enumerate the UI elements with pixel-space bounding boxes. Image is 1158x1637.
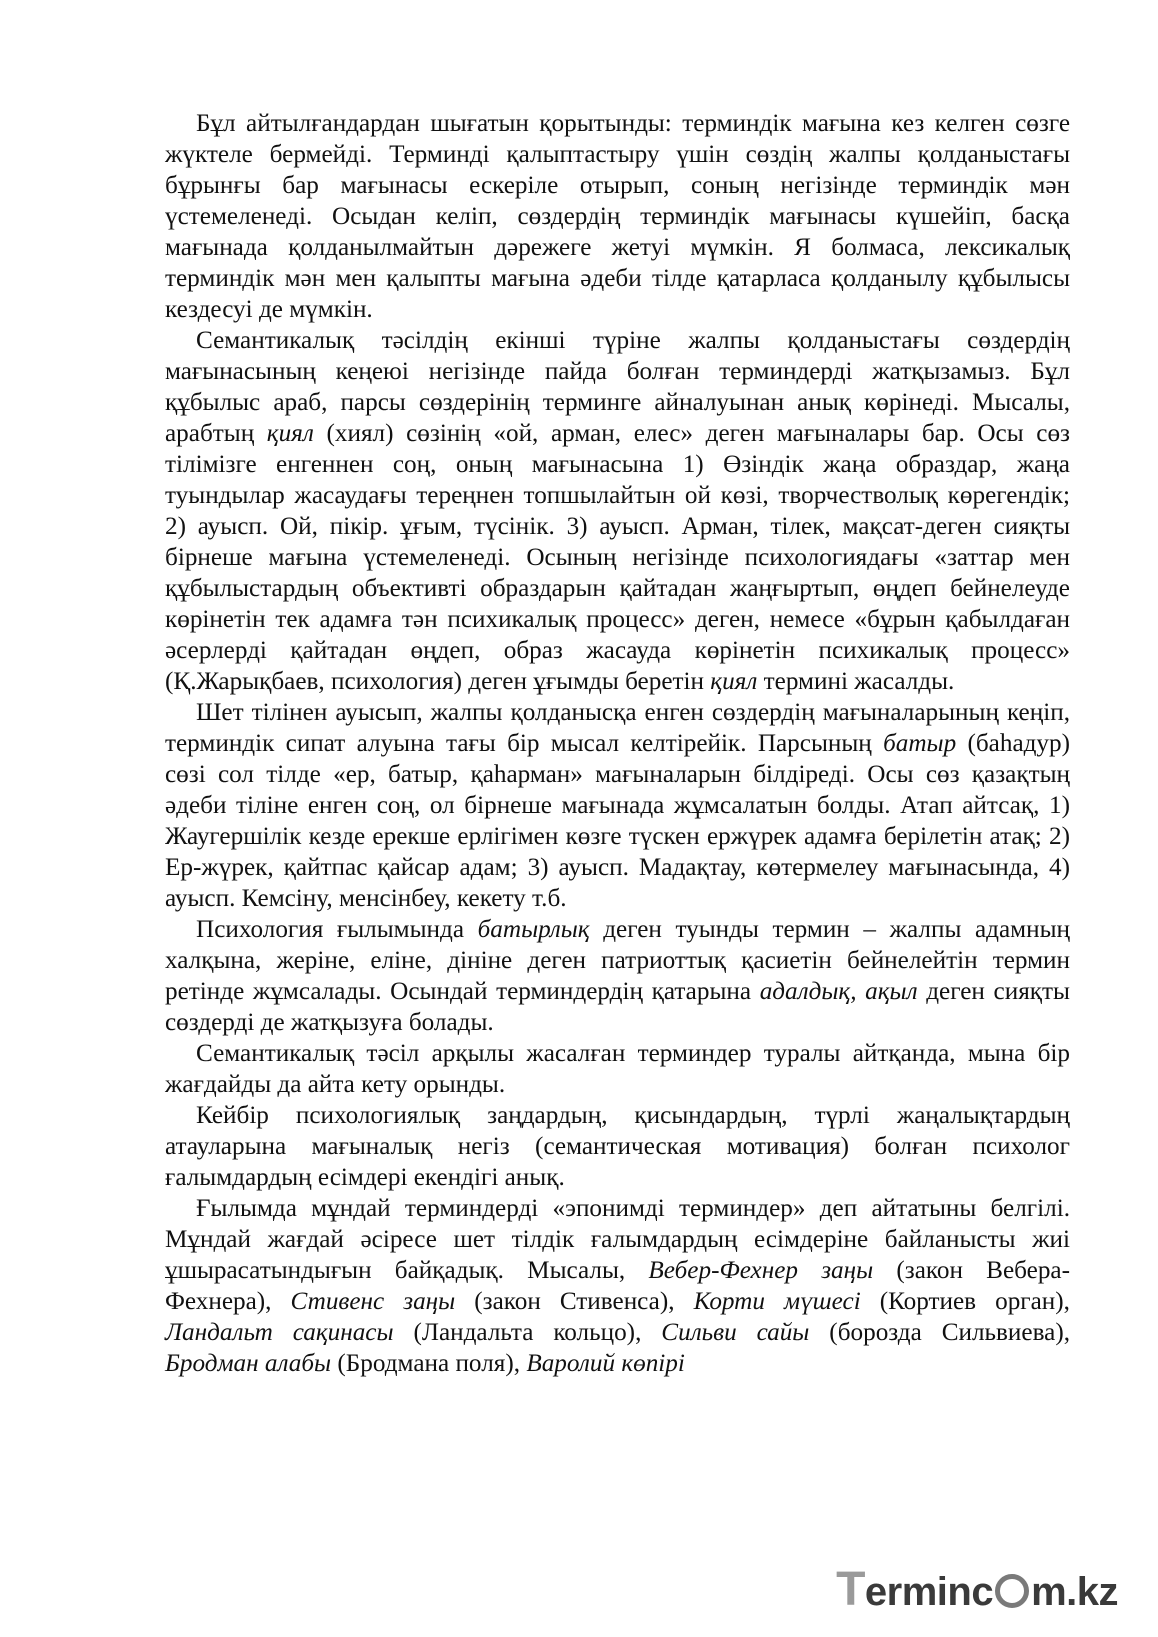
italic-term: Сильви сайы	[661, 1319, 810, 1346]
italic-term: Корти мүшесі	[693, 1288, 861, 1315]
watermark-ring-icon	[995, 1574, 1029, 1608]
text-run: (Кортиев орган),	[860, 1288, 1070, 1315]
text-run: Семантикалық тәсіл арқылы жасалған терминдер туралы айтқанда, мына бір жағдайды да айта кету орынды.	[165, 1040, 1070, 1098]
watermark-letter-t: T	[836, 1563, 865, 1616]
text-run: (Ландальта кольцо),	[393, 1319, 662, 1346]
paragraph	[165, 325, 1070, 697]
text-run: Ғылымда мұндай терминдерді «эпонимді терминдер» деп айтатыны белгілі. Мұндай жағдай әсіресе шет тілдік ғалымдардың есімдеріне байланысты жиі ұшырасатындығын байқадық. Мысалы,	[165, 1195, 1070, 1284]
italic-term: батыр	[883, 730, 957, 757]
text-run: деген сияқты сөздерді де жатқызуға болады.	[165, 978, 1070, 1036]
text-run: Семантикалық тәсілдің екінші түріне жалпы қолданыстағы сөздердің мағынасының кеңеюі негізінде пайда болған терминдерді жатқызамыз. Бұл құбылыс араб, парсы сөздерінің терминге айналуынан анық көрінеді. Мысалы, арабтың	[165, 327, 1070, 447]
text-run: (баһадур) сөзі сол тілде «ер, батыр, қаһарман» мағыналарын білдіреді. Осы сөз қазақтың әдеби тіліне енген соң, ол бірнеше мағынада жұмсалатын болды. Атап айтсақ, 1) Жаугершілік кезде ерекше ерлігімен көзге түскен ержүрек адамға берілетін атақ; 2) Ер-жүрек, қайтпас қайсар адам; 3) ауысп. Мадақтау, көтермелеу мағынасында, 4) ауысп. Кемсіну, менсінбеу, кекету т.б.	[165, 730, 1071, 912]
paragraph	[165, 697, 1070, 914]
paragraph	[165, 108, 1070, 325]
text-run: (хиял) сөзінің «ой, арман, елес» деген мағыналары бар. Осы сөз тілімізге енгеннен соң, оның мағынасына 1) Өзіндік жаңа образдар, жаңа туындылар жасаудағы тереңнен топшылайтын ой көзі, творчестволық көрегендік; 2) ауысп. Ой, пікір. ұғым, түсінік. 3) ауысп. Арман, тілек, мақсат-деген сияқты бірнеше мағына үстемеленеді. Осының негізінде психологиядағы «заттар мен құбылыстардың объективті образдарын қайтадан жаңғыртып, өңдеп бейнелеуде көрінетін тек адамға тән психикалық процесс» деген, немесе «бұрын қабылдаған әсерлерді қайтадан өңдеп, образ жасауда көрінетін психикалық процесс» (Қ.Жарықбаев, психология) деген ұғымды беретін	[165, 420, 1070, 695]
italic-term: қиял	[266, 420, 314, 447]
paragraph	[165, 1038, 1070, 1100]
termincom-watermark-logo	[836, 1562, 1118, 1617]
paragraph	[165, 914, 1070, 1038]
text-run: (борозда Сильвиева),	[809, 1319, 1071, 1346]
italic-term: Вебер-Фехнер заңы	[648, 1257, 874, 1284]
italic-term: Варолий көпірі	[526, 1350, 685, 1377]
paragraph	[165, 1100, 1070, 1193]
text-run: деген туынды термин – жалпы адамның халқына, жеріне, еліне, дініне деген патриоттық қасиетін бейнелейтін термин ретінде жұмсалады. Осындай терминдердің қатарына	[165, 916, 1070, 1005]
italic-term: адалдық, ақыл	[759, 978, 918, 1005]
italic-term: Бродман алабы	[165, 1350, 332, 1377]
italic-term: Стивенс заңы	[290, 1288, 456, 1315]
paragraph	[165, 1193, 1070, 1379]
text-run: Психология ғылымында	[196, 916, 478, 943]
italic-term: Ландальт сақинасы	[165, 1319, 394, 1346]
text-run: (закон Вебера-Фехнера),	[165, 1257, 1070, 1315]
italic-term: батырлық	[477, 916, 590, 943]
italic-term: қиял	[710, 668, 758, 695]
text-run: Бұл айтылғандардан шығатын қорытынды: терминдік мағына кез келген сөзге жүктеле бермейді. Терминді қалыптастыру үшін сөздің жалпы қолданыстағы бұрынғы бар мағынасы ескеріле отырып, соның негізінде терминдік мән үстемеленеді. Осыдан келіп, сөздердің терминдік мағынасы күшейіп, басқа мағынада қолданылмайтын дәрежеге жетуі мүмкін. Я болмаса, лексикалық терминдік мән мен қалыпты мағына әдеби тілде қатарласа қолданылу құбылысы кездесуі де мүмкін.	[165, 110, 1070, 323]
text-run: (закон Стивенса),	[455, 1288, 694, 1315]
text-run: Шет тілінен ауысып, жалпы қолданысқа енген сөздердің мағыналарының кеңіп, терминдік сипат алуына тағы бір мысал келтірейік. Парсының	[165, 699, 1070, 757]
text-run: Кейбір психологиялық заңдардың, қисындардың, түрлі жаңалықтардың атауларына мағыналық негіз (семантическая мотивация) болған психолог ғалымдардың есімдері екендігі анық.	[165, 1102, 1070, 1191]
watermark-text-end: m.kz	[1031, 1570, 1118, 1614]
watermark-text-middle: erminc	[864, 1570, 994, 1614]
document-body	[165, 108, 1070, 1379]
text-run: (Бродмана поля),	[331, 1350, 527, 1377]
text-run: термині жасалды.	[757, 668, 955, 695]
